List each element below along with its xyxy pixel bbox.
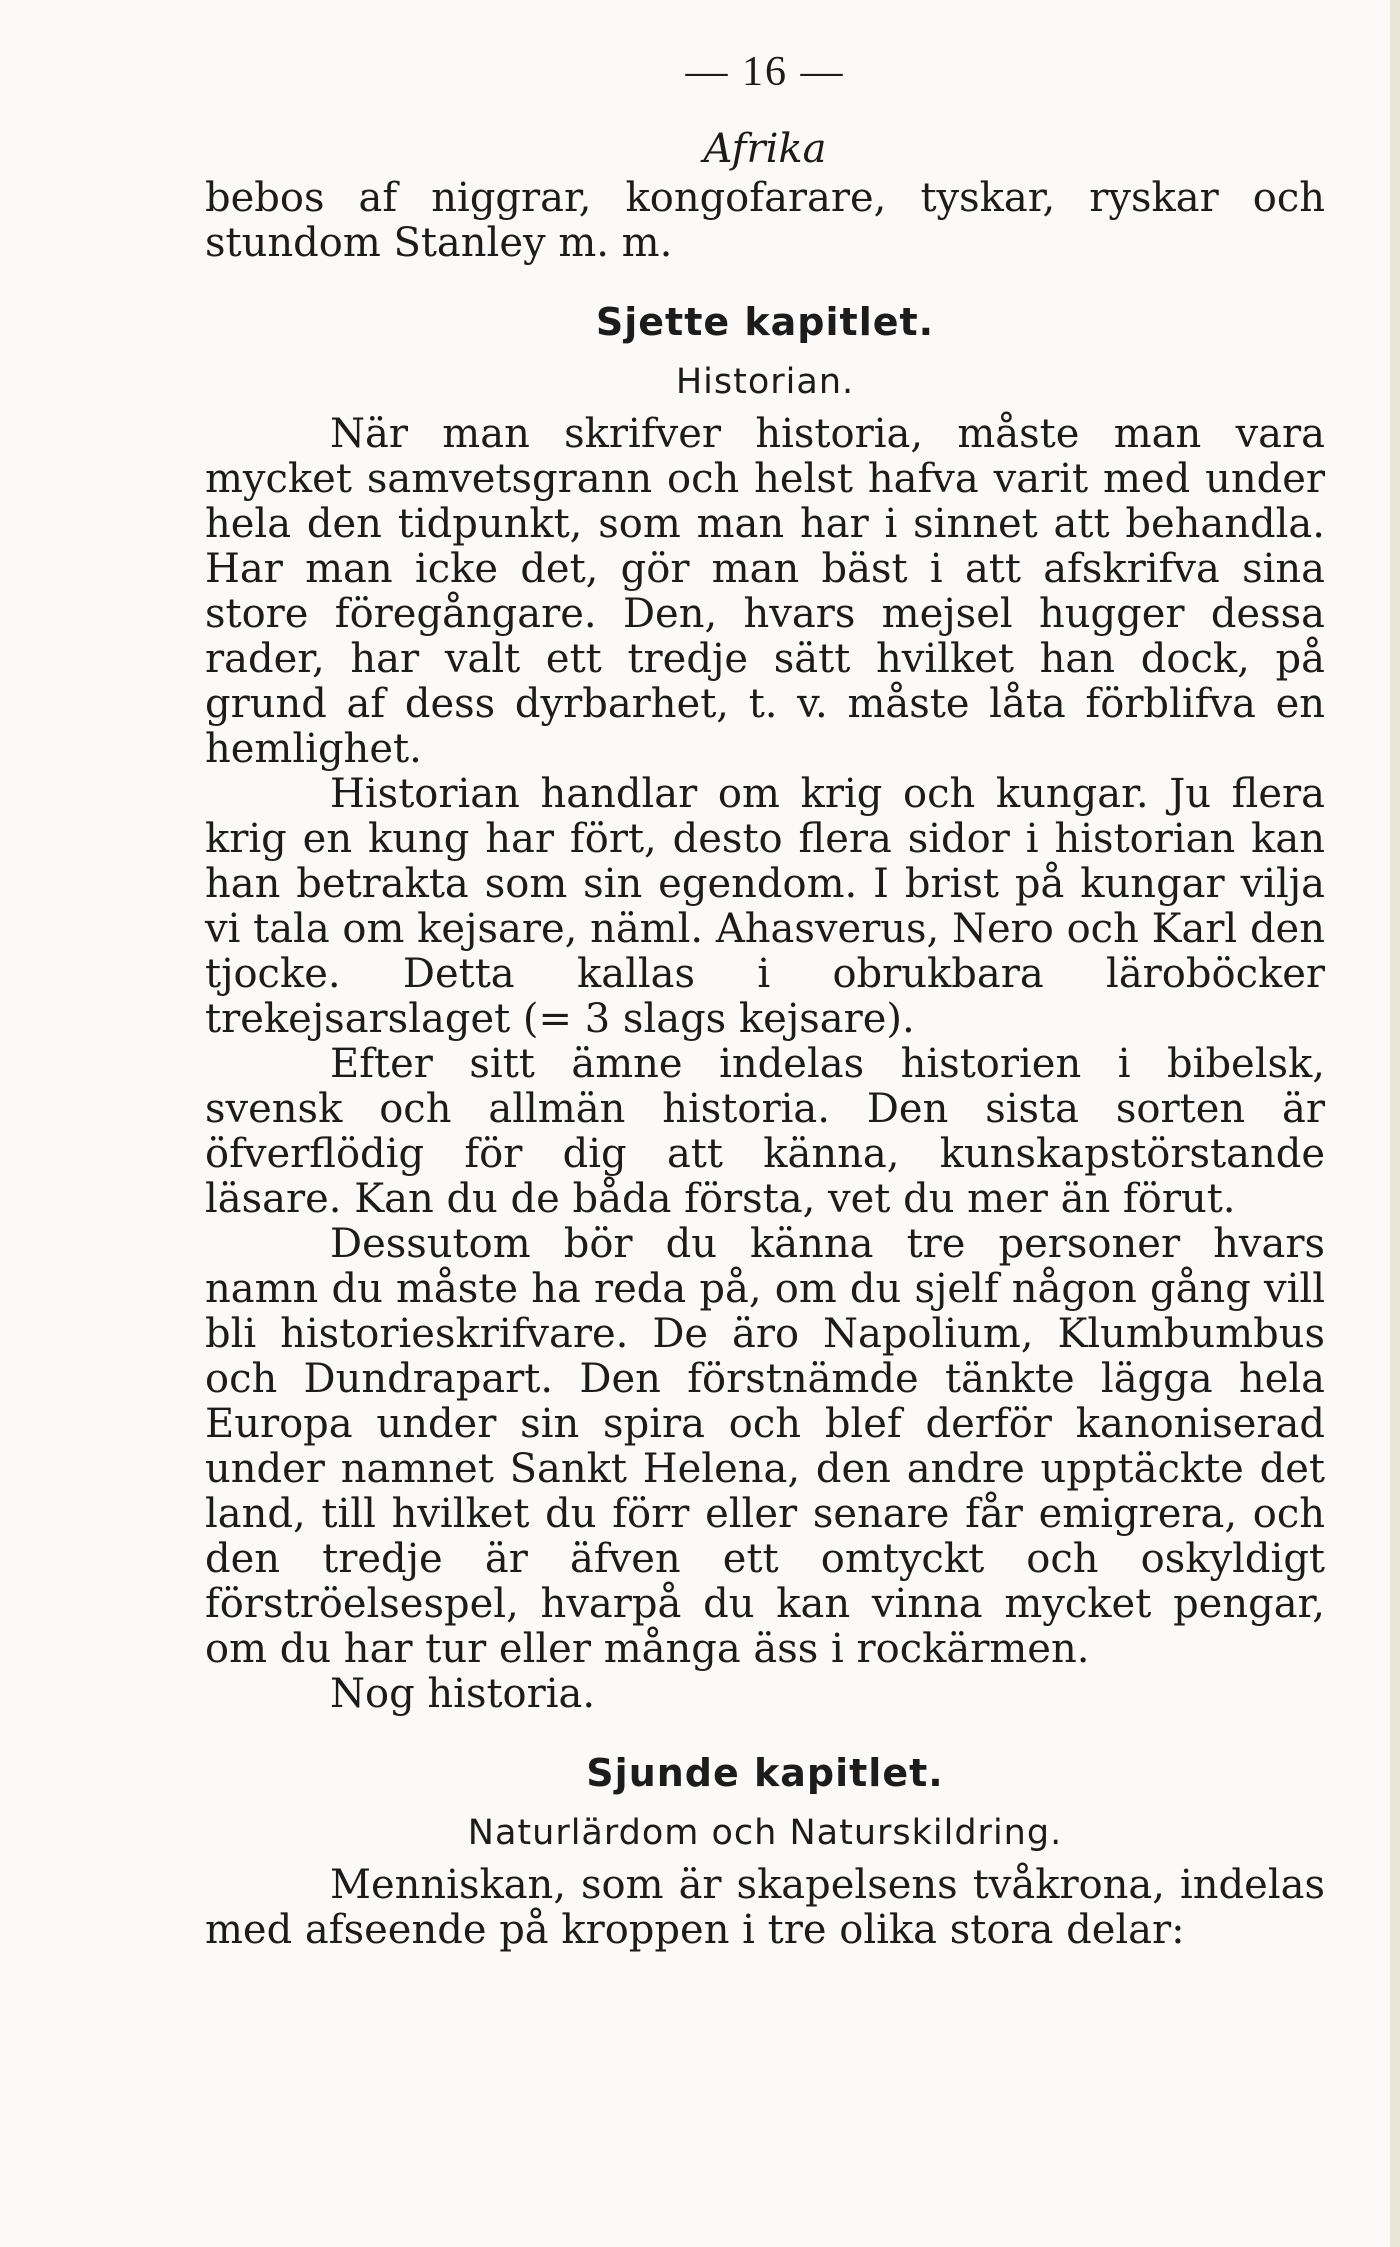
page-edge <box>1390 0 1400 2247</box>
running-head: Afrika <box>703 126 827 172</box>
chapter-6-subtitle: Historian. <box>675 362 855 402</box>
chapter-6-paragraph-2: Historian handlar om krig och kungar. Ju flera krig en kung har fört, desto flera sidor i historian kan han betrakta som sin egendom. I brist på kungar vilja vi tala om kejsare, näml. Ahasverus, Nero och Karl den tjocke. Detta kallas i obrukbara läroböcker trekejsarslaget (= 3 slags kejsare). <box>205 771 1325 1042</box>
chapter-6-paragraph-5: Nog historia. <box>330 1671 596 1717</box>
chapter-6-paragraph-4: Dessutom bör du känna tre personer hvars namn du måste ha reda på, om du sjelf någon gång vill bli historieskrifvare. De äro Napolium, Klumbumbus och Dundrapart. Den förstnämde tänkte lägga hela Europa under sin spira och blef derför kanoniserad under namnet Sankt Helena, den andre upptäckte det land, till hvilket du förr eller senare får emigrera, och den tredje är äfven ett omtyckt och oskyldigt förströelsespel, hvarpå du kan vinna mycket pengar, om du har tur eller många äss i rockärmen. <box>205 1221 1325 1672</box>
chapter-6-paragraph-1: När man skrifver historia, måste man vara mycket samvetsgrann och helst hafva varit med under hela den tidpunkt, som man har i sinnet att behandla. Har man icke det, gör man bäst i att afskrifva sina store föregångare. Den, hvars mejsel hugger dessa rader, har valt ett tredje sätt hvilket han dock, på grund af dess dyrbarhet, t. v. måste låta förblifva en hemlighet. <box>205 411 1325 772</box>
text-block <box>205 48 1325 1953</box>
intro-paragraph: bebos af niggrar, kongofarare, tyskar, ryskar och stundom Stanley m. m. <box>205 175 1325 266</box>
chapter-7-title: Sjunde kapitlet. <box>586 1751 944 1795</box>
page-number: — 16 — <box>685 49 845 95</box>
chapter-6-paragraph-3: Efter sitt ämne indelas historien i bibelsk, svensk och allmän historia. Den sista sorten är öfverflödig för dig att känna, kunskapstörstande läsare. Kan du de båda första, vet du mer än förut. <box>205 1041 1325 1222</box>
chapter-6-title: Sjette kapitlet. <box>595 300 935 344</box>
chapter-7-subtitle: Naturlärdom och Naturskildring. <box>467 1813 1063 1853</box>
chapter-7-paragraph-1: Menniskan, som är skapelsens tvåkrona, indelas med afseende på kroppen i tre olika stora delar: <box>205 1862 1325 1953</box>
